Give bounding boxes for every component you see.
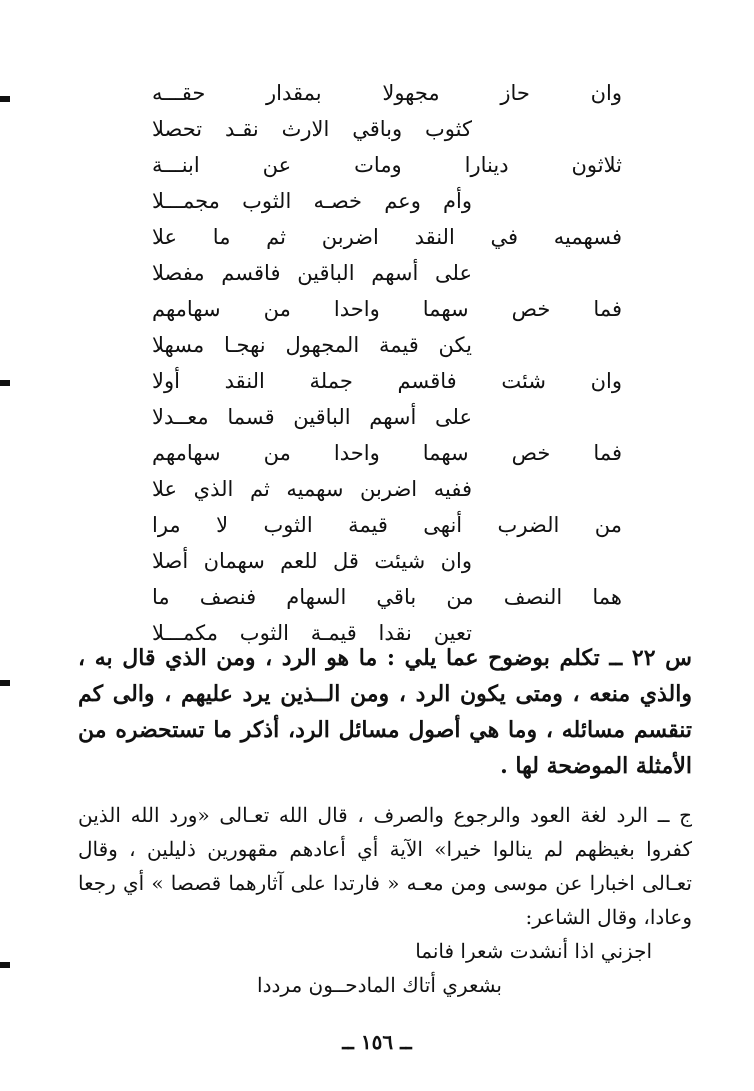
question-paragraph: س ٢٢ ــ تكلم بوضوح عما يلي : ما هو الرد ، ومن الذي قال به ، والذي منعه ، ومتى يكون الرد ، ومن الــذين يرد عليهم ، والى كم تنقسم مسائله ، وما هي أصول مسائل الرد، أذكر ما تستحضره من الأمثلة الموضحة لها . xyxy=(78,645,693,779)
poem-line: فما خص سهما واحدا من سهامهم xyxy=(152,297,622,321)
poem-line: من الضرب أنهى قيمة الثوب لا مرا xyxy=(152,513,622,537)
scan-edge-mark xyxy=(0,96,10,102)
poem-line: على أسهم الباقين قسما معــدلا xyxy=(152,405,472,429)
poem-line: فسهميه في النقد اضربن ثم ما علا xyxy=(152,225,622,249)
scan-edge-mark xyxy=(0,680,10,686)
poem-line: ففيه اضربن سهميه ثم الذي علا xyxy=(152,477,472,501)
scan-edge-mark xyxy=(0,380,10,386)
poem-line: فما خص سهما واحدا من سهامهم xyxy=(152,441,622,465)
quoted-verse-second: بشعري أتاك المادحــون مرددا xyxy=(257,973,502,997)
poem-line: يكن قيمة المجهول نهجـا مسهلا xyxy=(152,333,472,357)
poem-line: هما النصف من باقي السهام فنصف ما xyxy=(152,585,622,609)
poem-line: وان شئت فاقسم جملة النقد أولا xyxy=(152,369,622,393)
poem-line: وأم وعم خصـه الثوب مجمـــلا xyxy=(152,189,472,213)
answer-paragraph xyxy=(78,798,692,1002)
poem-line: وان حاز مجهولا بمقدار حقـــه xyxy=(152,81,622,105)
poem-line: كثوب وباقي الارث نقـد تحصلا xyxy=(152,117,472,141)
page-number: ــ ١٥٦ ــ xyxy=(342,1030,412,1054)
scan-edge-mark xyxy=(0,962,10,968)
poem-line: على أسهم الباقين فاقسم مفصلا xyxy=(152,261,472,285)
answer-text: ج ــ الرد لغة العود والرجوع والصرف ، قال الله تعـالى «ورد الله الذين كفروا بغيظهم لم ينالوا خيرا» الآية أي أعادهم مقهورين ذليلين ، وقال تعـالى اخبارا عن موسى ومن معـه « فارتدا على آثارهما قصصا » أي رجعا وعادا، وقال الشاعر: xyxy=(78,803,692,929)
poem-line: وان شيئت قل للعم سهمان أصلا xyxy=(152,549,472,573)
quoted-verse-first: اجزني اذا أنشدت شعرا فانما xyxy=(415,939,652,963)
poem-line: ثلاثون دينارا ومات عن ابنـــة xyxy=(152,153,622,177)
poem-line: تعين نقدا قيمـة الثوب مكمـــلا xyxy=(152,621,472,645)
